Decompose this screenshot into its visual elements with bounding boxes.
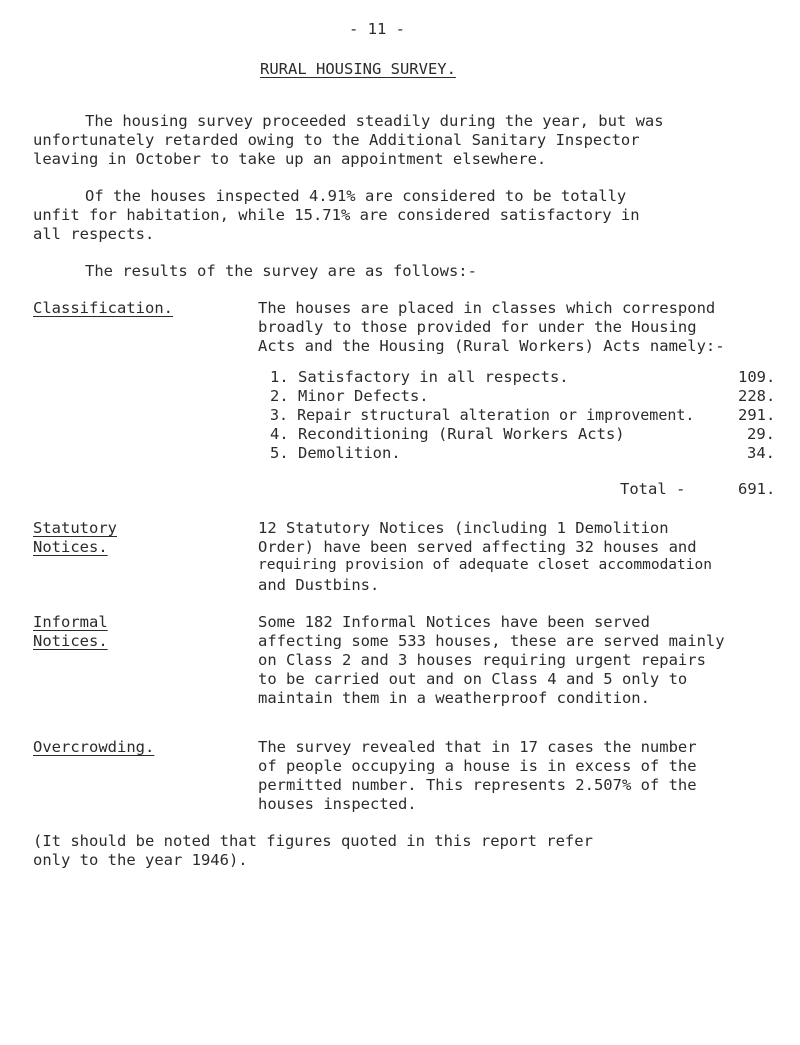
class-value-4: 29. <box>747 425 775 443</box>
overcrowding-text-4: houses inspected. <box>258 795 417 813</box>
informal-text-5: maintain them in a weatherproof condition. <box>258 689 650 707</box>
informal-text-2: affecting some 533 houses, these are served mainly <box>258 632 725 650</box>
class-label-2: 2. Minor Defects. <box>270 387 429 405</box>
unfit-line-1: Of the houses inspected 4.91% are considered to be totally <box>85 187 627 205</box>
note-line-2: only to the year 1946). <box>33 851 248 869</box>
informal-heading-2: Notices. <box>33 632 108 650</box>
intro-line-2: unfortunately retarded owing to the Additional Sanitary Inspector <box>33 131 640 149</box>
class-value-1: 109. <box>738 368 776 386</box>
overcrowding-text-1: The survey revealed that in 17 cases the number <box>258 738 697 756</box>
statutory-heading-2: Notices. <box>33 538 108 556</box>
classification-heading: Classification. <box>33 299 173 317</box>
class-label-1: 1. Satisfactory in all respects. <box>270 368 569 386</box>
statutory-heading-1: Statutory <box>33 519 117 537</box>
statutory-text-3: requiring provision of adequate closet accommodation <box>258 557 712 573</box>
overcrowding-text-2: of people occupying a house is in excess of the <box>258 757 697 775</box>
class-label-3: 3. Repair structural alteration or improvement. <box>270 406 695 424</box>
classification-text-1: The houses are placed in classes which correspond <box>258 299 716 317</box>
informal-text-1: Some 182 Informal Notices have been served <box>258 613 650 631</box>
overcrowding-text-3: permitted number. This represents 2.507% of the <box>258 776 697 794</box>
classification-text-3: Acts and the Housing (Rural Workers) Acts namely:- <box>258 337 725 355</box>
class-label-5: 5. Demolition. <box>270 444 401 462</box>
classification-text-2: broadly to those provided for under the Housing <box>258 318 697 336</box>
class-label-4: 4. Reconditioning (Rural Workers Acts) <box>270 425 625 443</box>
results-intro: The results of the survey are as follows:- <box>85 262 477 280</box>
informal-text-4: to be carried out and on Class 4 and 5 only to <box>258 670 688 688</box>
document-title: RURAL HOUSING SURVEY. <box>260 60 456 78</box>
class-value-5: 34. <box>747 444 775 462</box>
total-label: Total - <box>620 480 686 498</box>
note-line-1: (It should be noted that figures quoted in this report refer <box>33 832 593 850</box>
unfit-line-2: unfit for habitation, while 15.71% are considered satisfactory in <box>33 206 640 224</box>
statutory-text-1: 12 Statutory Notices (including 1 Demolition <box>258 519 669 537</box>
page-number: - 11 - <box>349 20 405 38</box>
intro-line-1: The housing survey proceeded steadily during the year, but was <box>85 112 664 130</box>
unfit-line-3: all respects. <box>33 225 155 243</box>
class-value-2: 228. <box>738 387 776 405</box>
overcrowding-heading: Overcrowding. <box>33 738 155 756</box>
total-value: 691. <box>738 480 776 498</box>
statutory-text-4: and Dustbins. <box>258 576 380 594</box>
class-value-3: 291. <box>738 406 776 424</box>
informal-text-3: on Class 2 and 3 houses requiring urgent repairs <box>258 651 706 669</box>
informal-heading-1: Informal <box>33 613 108 631</box>
statutory-text-2: Order) have been served affecting 32 houses and <box>258 538 697 556</box>
intro-line-3: leaving in October to take up an appointment elsewhere. <box>33 150 547 168</box>
